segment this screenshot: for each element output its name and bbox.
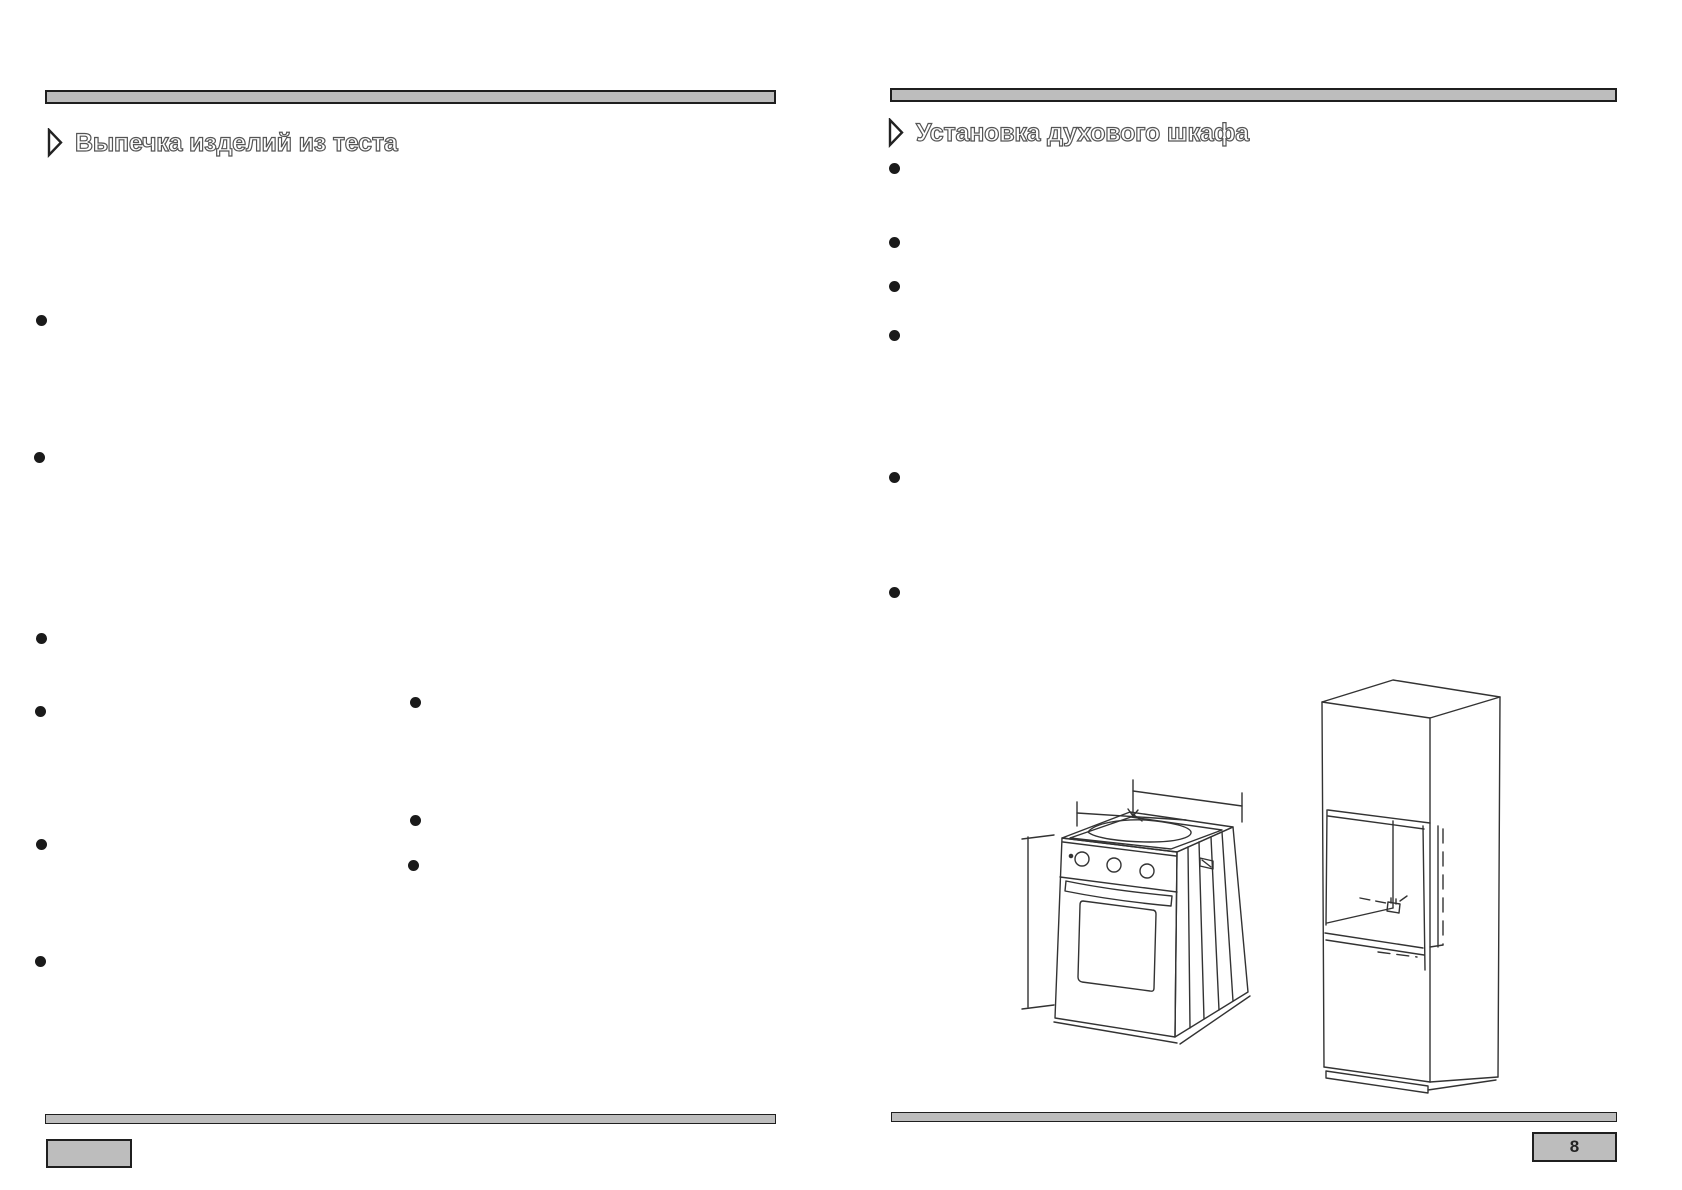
bullet-point [35,956,46,967]
bullet-point [889,472,900,483]
bullet-point [35,706,46,717]
oven-installation-figure [950,630,1570,1100]
bullet-point [36,839,47,850]
bullet-point [889,281,900,292]
page-number-box [1532,1132,1617,1162]
section-heading-left [47,128,398,158]
bullet-point [889,587,900,598]
bullet-point [36,633,47,644]
page-number: 8 [1569,1137,1580,1156]
top-rule-right-page [890,88,1617,102]
bullet-point [36,315,47,326]
top-rule-left-page [45,90,776,104]
bullet-point [410,815,421,826]
bullet-point [889,330,900,341]
bullet-point [410,697,421,708]
footer-label-box [46,1139,132,1168]
triangle-marker-icon [47,128,63,158]
section-heading-right-text: Установка духового шкафа [916,118,1249,147]
bottom-rule-left-page [45,1114,776,1124]
bullet-point [408,860,419,871]
dimension-lines [1022,780,1242,1009]
bottom-rule-right-page [891,1112,1617,1122]
cabinet-drawing [1322,680,1500,1093]
bullet-point [34,452,45,463]
triangle-marker-icon [888,118,904,148]
bullet-point [889,237,900,248]
bullet-point [889,163,900,174]
section-heading-left-text: Выпечка изделий из теста [75,128,398,157]
oven-drawing [1054,812,1250,1044]
section-heading-right [888,118,1249,148]
socket-symbol [1387,896,1407,913]
